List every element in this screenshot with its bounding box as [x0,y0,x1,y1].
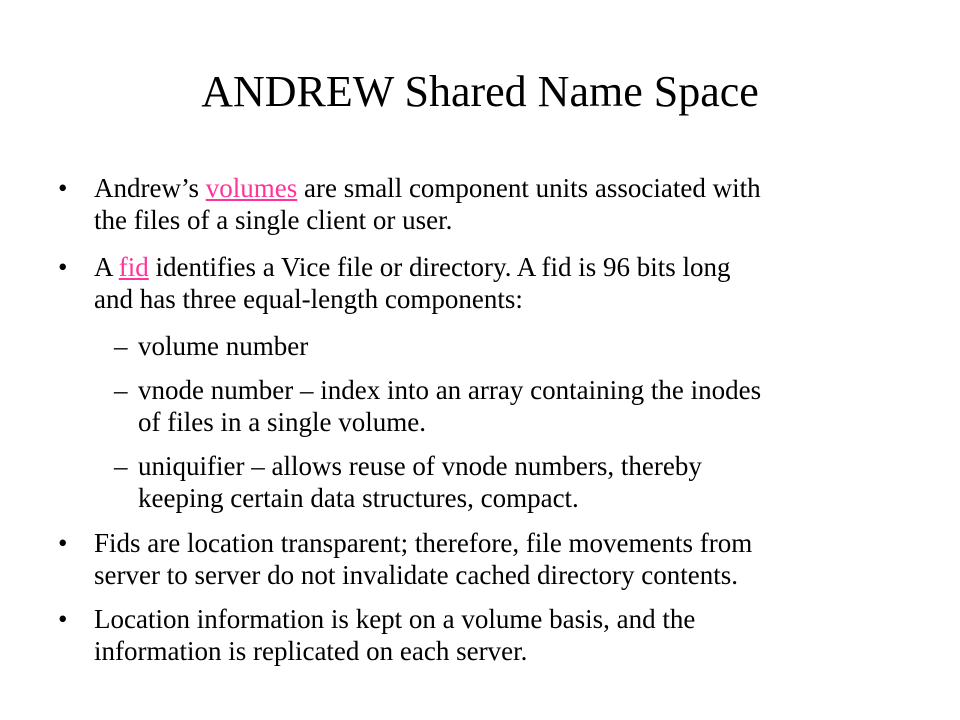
bullet-point: • [58,173,68,203]
sub-bullet-3-line-1: uniquifier – allows reuse of vnode numbers, thereby [138,451,702,481]
sub-bullet-dash: – [114,375,128,405]
text-fragment: Andrew’s [94,173,206,203]
slide-title: ANDREW Shared Name Space [201,67,759,116]
volumes-link[interactable]: volumes [205,173,298,203]
bullet-3-line-1: Fids are location transparent; therefore, file movements from [94,528,753,558]
bullet-4-line-1: Location information is kept on a volume basis, and the [94,604,696,634]
sub-bullet-1-line-1: volume number [138,331,309,361]
bullet-2-line-2: and has three equal-length components: [94,284,523,314]
text-fragment: A [94,252,119,282]
text-fragment: are small component units associated with [297,173,761,203]
text-fragment: identifies a Vice file or directory. A fid is 96 bits long [148,252,731,282]
sub-bullet-3-line-2: keeping certain data structures, compact. [138,483,579,513]
bullet-point: • [58,604,68,634]
bullet-1-line-2: the files of a single client or user. [94,205,453,235]
bullet-2-line-1 [94,251,731,283]
fid-link[interactable]: fid [118,252,149,282]
sub-bullet-2-line-1: vnode number – index into an array containing the inodes [138,375,762,405]
bullet-4-line-2: information is replicated on each server. [94,636,528,666]
bullet-point: • [58,252,68,282]
sub-bullet-dash: – [114,331,128,361]
bullet-3-line-2: server to server do not invalidate cached directory contents. [94,560,738,590]
sub-bullet-dash: – [114,451,128,481]
bullet-point: • [58,528,68,558]
sub-bullet-2-line-2: of files in a single volume. [138,407,426,437]
bullet-1-line-1 [94,172,761,204]
